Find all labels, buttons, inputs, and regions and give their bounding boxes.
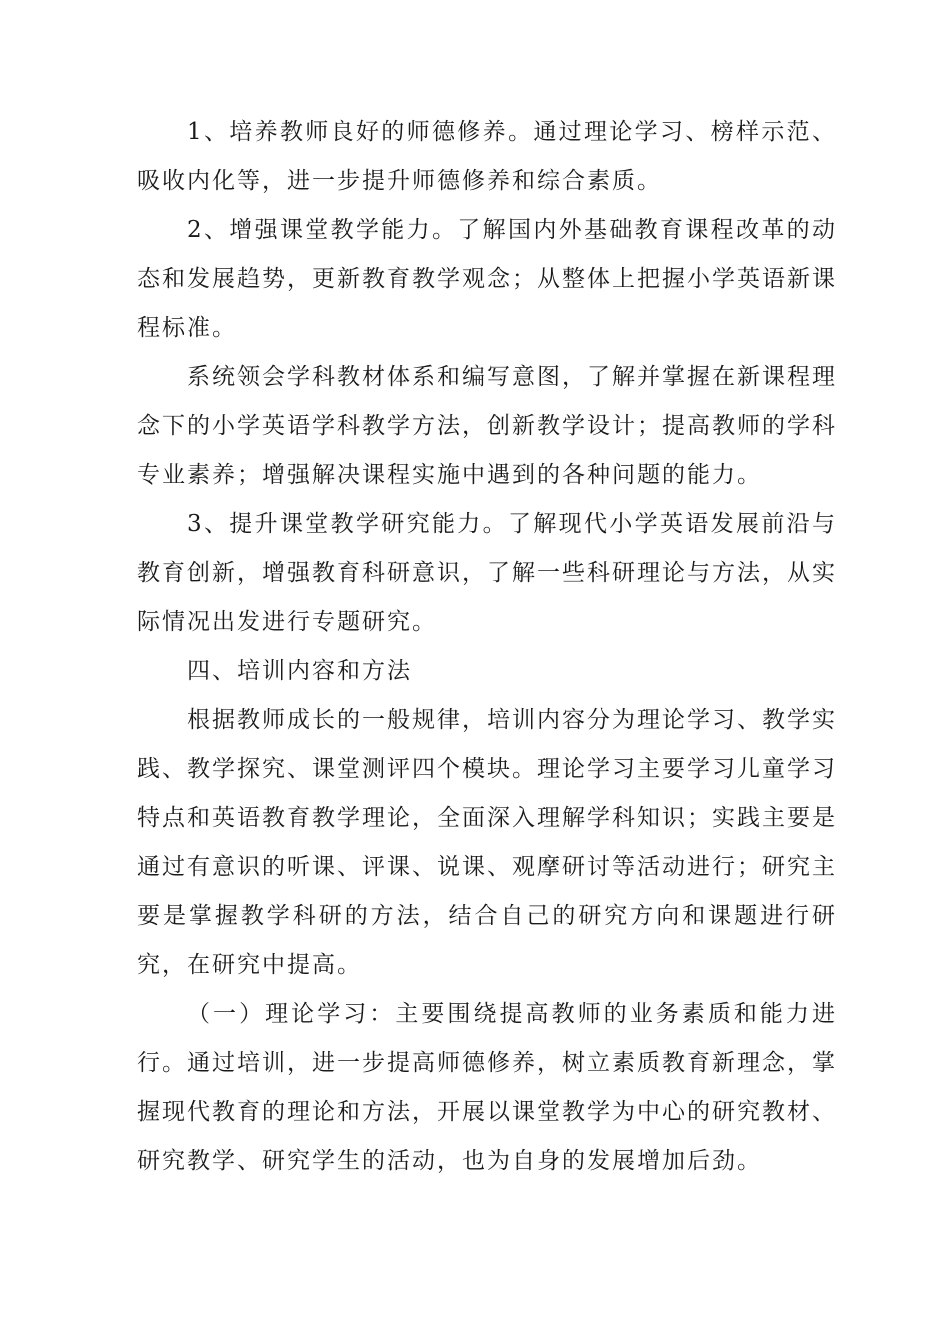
paragraph-goal-2-continued: 系统领会学科教材体系和编写意图，了解并掌握在新课程理念下的小学英语学科教学方法，创新教学设计；提高教师的学科专业素养；增强解决课程实施中遇到的各种问题的能力。: [137, 364, 837, 488]
paragraph-goal-1: 1、培养教师良好的师德修养。通过理论学习、榜样示范、吸收内化等，进一步提升师德修养和综合素质。: [137, 119, 837, 194]
paragraph-training-modules: 根据教师成长的一般规律，培训内容分为理论学习、教学实践、教学探究、课堂测评四个模块。理论学习主要学习儿童学习特点和英语教育教学理论，全面深入理解学科知识；实践主要是通过有意识的听课、评课、说课、观摩研讨等活动进行；研究主要是掌握教学科研的方法，结合自己的研究方向和课题进行研究，在研究中提高。: [137, 707, 837, 978]
paragraph-theory-study: （一）理论学习：主要围绕提高教师的业务素质和能力进行。通过培训，进一步提高师德修养，树立素质教育新理念，掌握现代教育的理论和方法，开展以课堂教学为中心的研究教材、研究教学、研究学生的活动，也为自身的发展增加后劲。: [137, 1001, 837, 1174]
section-heading-training-content: 四、培训内容和方法: [187, 658, 412, 684]
document-body: [137, 108, 837, 1186]
paragraph-goal-3: 3、提升课堂教学研究能力。了解现代小学英语发展前沿与教育创新，增强教育科研意识，了解一些科研理论与方法，从实际情况出发进行专题研究。: [137, 511, 837, 635]
paragraph-goal-2: 2、增强课堂教学能力。了解国内外基础教育课程改革的动态和发展趋势，更新教育教学观念；从整体上把握小学英语新课程标准。: [137, 217, 837, 341]
